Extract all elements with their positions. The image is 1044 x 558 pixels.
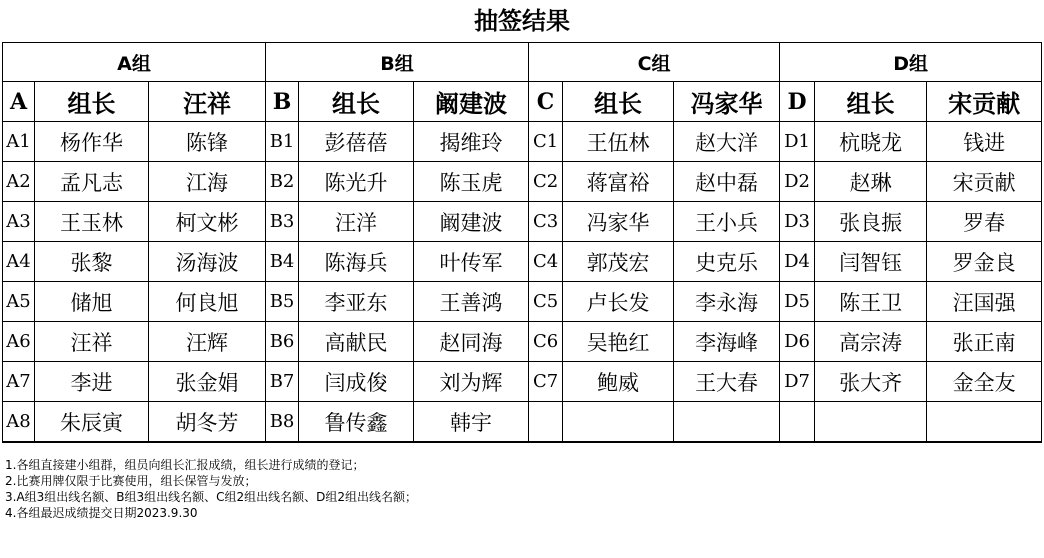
pair-code: B5 bbox=[266, 282, 299, 322]
player-name: 朱辰寅 bbox=[35, 402, 149, 442]
player-name: 王大春 bbox=[674, 362, 780, 402]
pair-code: A2 bbox=[3, 162, 35, 202]
player-name: 储旭 bbox=[35, 282, 149, 322]
pair-code: A4 bbox=[3, 242, 35, 282]
player-name: 张良振 bbox=[815, 202, 927, 242]
draw-results-table bbox=[2, 42, 1042, 442]
group-code-b: B bbox=[266, 82, 299, 122]
pair-code: C3 bbox=[529, 202, 563, 242]
leader-label-a: 组长 bbox=[35, 82, 149, 122]
leader-name-a: 汪祥 bbox=[149, 82, 266, 122]
player-name: 江海 bbox=[149, 162, 266, 202]
notes-section bbox=[2, 442, 1042, 521]
player-name: 罗金良 bbox=[927, 242, 1042, 282]
player-name: 王小兵 bbox=[674, 202, 780, 242]
table-row bbox=[3, 202, 1042, 242]
player-name: 叶传军 bbox=[414, 242, 529, 282]
player-name: 陈玉虎 bbox=[414, 162, 529, 202]
player-name: 金全友 bbox=[927, 362, 1042, 402]
pair-code: B2 bbox=[266, 162, 299, 202]
note-line: 1.各组直接建小组群，组员向组长汇报成绩，组长进行成绩的登记； bbox=[5, 458, 365, 472]
group-name-a: A组 bbox=[3, 43, 266, 82]
player-name: 杨作华 bbox=[35, 122, 149, 162]
table-row bbox=[3, 162, 1042, 202]
pair-code: C1 bbox=[529, 122, 563, 162]
pair-code: C6 bbox=[529, 322, 563, 362]
player-name: 胡冬芳 bbox=[149, 402, 266, 442]
player-name: 王玉林 bbox=[35, 202, 149, 242]
table-row bbox=[3, 402, 1042, 442]
player-name: 罗春 bbox=[927, 202, 1042, 242]
pair-code: A7 bbox=[3, 362, 35, 402]
player-name: 王伍林 bbox=[563, 122, 674, 162]
pair-code: A6 bbox=[3, 322, 35, 362]
player-name: 韩宇 bbox=[414, 402, 529, 442]
pair-code: C4 bbox=[529, 242, 563, 282]
player-name: 赵琳 bbox=[815, 162, 927, 202]
note-line: 4.各组最迟成绩提交日期2023.9.30 bbox=[5, 506, 198, 520]
results-sheet bbox=[2, 0, 1042, 521]
pair-code: C7 bbox=[529, 362, 563, 402]
pair-code: A8 bbox=[3, 402, 35, 442]
player-name: 宋贡献 bbox=[927, 162, 1042, 202]
player-name: 卢长发 bbox=[563, 282, 674, 322]
table-row bbox=[3, 322, 1042, 362]
player-name: 高宗涛 bbox=[815, 322, 927, 362]
player-name: 李永海 bbox=[674, 282, 780, 322]
player-name: 刘为辉 bbox=[414, 362, 529, 402]
player-name: 史克乐 bbox=[674, 242, 780, 282]
table-row bbox=[3, 282, 1042, 322]
player-name: 张正南 bbox=[927, 322, 1042, 362]
leader-label-b: 组长 bbox=[299, 82, 414, 122]
pair-code: B6 bbox=[266, 322, 299, 362]
note-line: 2.比赛用牌仅限于比赛使用，组长保管与发放； bbox=[5, 474, 257, 488]
player-name: 彭蓓蓓 bbox=[299, 122, 414, 162]
player-name: 张黎 bbox=[35, 242, 149, 282]
group-name-d: D组 bbox=[780, 43, 1042, 82]
player-name: 闫智钰 bbox=[815, 242, 927, 282]
group-leader-row bbox=[3, 82, 1042, 122]
pair-code: B4 bbox=[266, 242, 299, 282]
player-name: 陈海兵 bbox=[299, 242, 414, 282]
pair-code: B7 bbox=[266, 362, 299, 402]
group-code-c: C bbox=[529, 82, 563, 122]
player-name: 冯家华 bbox=[563, 202, 674, 242]
player-name: 闫成俊 bbox=[299, 362, 414, 402]
pair-code: C5 bbox=[529, 282, 563, 322]
pair-code: C2 bbox=[529, 162, 563, 202]
pair-code bbox=[529, 402, 563, 442]
leader-name-c: 冯家华 bbox=[674, 82, 780, 122]
note-line: 3.A组3组出线名额、B组3组出线名额、C组2组出线名额、D组2组出线名额； bbox=[5, 490, 418, 504]
group-code-a: A bbox=[3, 82, 35, 122]
leader-label-d: 组长 bbox=[815, 82, 927, 122]
player-name: 李亚东 bbox=[299, 282, 414, 322]
table-row bbox=[3, 362, 1042, 402]
player-name: 王善鸿 bbox=[414, 282, 529, 322]
player-name: 张金娟 bbox=[149, 362, 266, 402]
pair-code: A5 bbox=[3, 282, 35, 322]
player-name: 李进 bbox=[35, 362, 149, 402]
player-name: 鲍威 bbox=[563, 362, 674, 402]
player-name: 汪洋 bbox=[299, 202, 414, 242]
player-name: 吴艳红 bbox=[563, 322, 674, 362]
player-name: 揭维玲 bbox=[414, 122, 529, 162]
pair-code: B3 bbox=[266, 202, 299, 242]
player-name: 孟凡志 bbox=[35, 162, 149, 202]
player-name: 汪祥 bbox=[35, 322, 149, 362]
group-code-d: D bbox=[780, 82, 815, 122]
player-name: 赵中磊 bbox=[674, 162, 780, 202]
table-row bbox=[3, 122, 1042, 162]
player-name: 陈王卫 bbox=[815, 282, 927, 322]
player-name bbox=[815, 402, 927, 442]
pair-code: B1 bbox=[266, 122, 299, 162]
group-name-c: C组 bbox=[529, 43, 780, 82]
pair-code: A1 bbox=[3, 122, 35, 162]
player-name: 赵大洋 bbox=[674, 122, 780, 162]
player-name: 何良旭 bbox=[149, 282, 266, 322]
leader-label-c: 组长 bbox=[563, 82, 674, 122]
pair-code bbox=[780, 402, 815, 442]
table-row bbox=[3, 242, 1042, 282]
pair-code: D2 bbox=[780, 162, 815, 202]
pair-code: D1 bbox=[780, 122, 815, 162]
player-name: 郭茂宏 bbox=[563, 242, 674, 282]
player-name: 李海峰 bbox=[674, 322, 780, 362]
pair-code: D4 bbox=[780, 242, 815, 282]
pair-code: D3 bbox=[780, 202, 815, 242]
player-name bbox=[563, 402, 674, 442]
player-name bbox=[674, 402, 780, 442]
leader-name-b: 阚建波 bbox=[414, 82, 529, 122]
player-name: 赵同海 bbox=[414, 322, 529, 362]
sheet-title: 抽签结果 bbox=[474, 7, 570, 35]
group-name-row bbox=[3, 43, 1042, 82]
player-name: 汪国强 bbox=[927, 282, 1042, 322]
pair-code: D7 bbox=[780, 362, 815, 402]
leader-name-d: 宋贡献 bbox=[927, 82, 1042, 122]
player-name: 张大齐 bbox=[815, 362, 927, 402]
player-name bbox=[927, 402, 1042, 442]
player-name: 高献民 bbox=[299, 322, 414, 362]
pair-code: D6 bbox=[780, 322, 815, 362]
player-name: 柯文彬 bbox=[149, 202, 266, 242]
player-name: 阚建波 bbox=[414, 202, 529, 242]
player-name: 陈光升 bbox=[299, 162, 414, 202]
pair-code: A3 bbox=[3, 202, 35, 242]
player-name: 钱进 bbox=[927, 122, 1042, 162]
player-name: 鲁传鑫 bbox=[299, 402, 414, 442]
group-name-b: B组 bbox=[266, 43, 529, 82]
pair-code: B8 bbox=[266, 402, 299, 442]
pair-code: D5 bbox=[780, 282, 815, 322]
player-name: 汤海波 bbox=[149, 242, 266, 282]
player-name: 杭晓龙 bbox=[815, 122, 927, 162]
player-name: 陈锋 bbox=[149, 122, 266, 162]
player-name: 汪辉 bbox=[149, 322, 266, 362]
player-name: 蒋富裕 bbox=[563, 162, 674, 202]
